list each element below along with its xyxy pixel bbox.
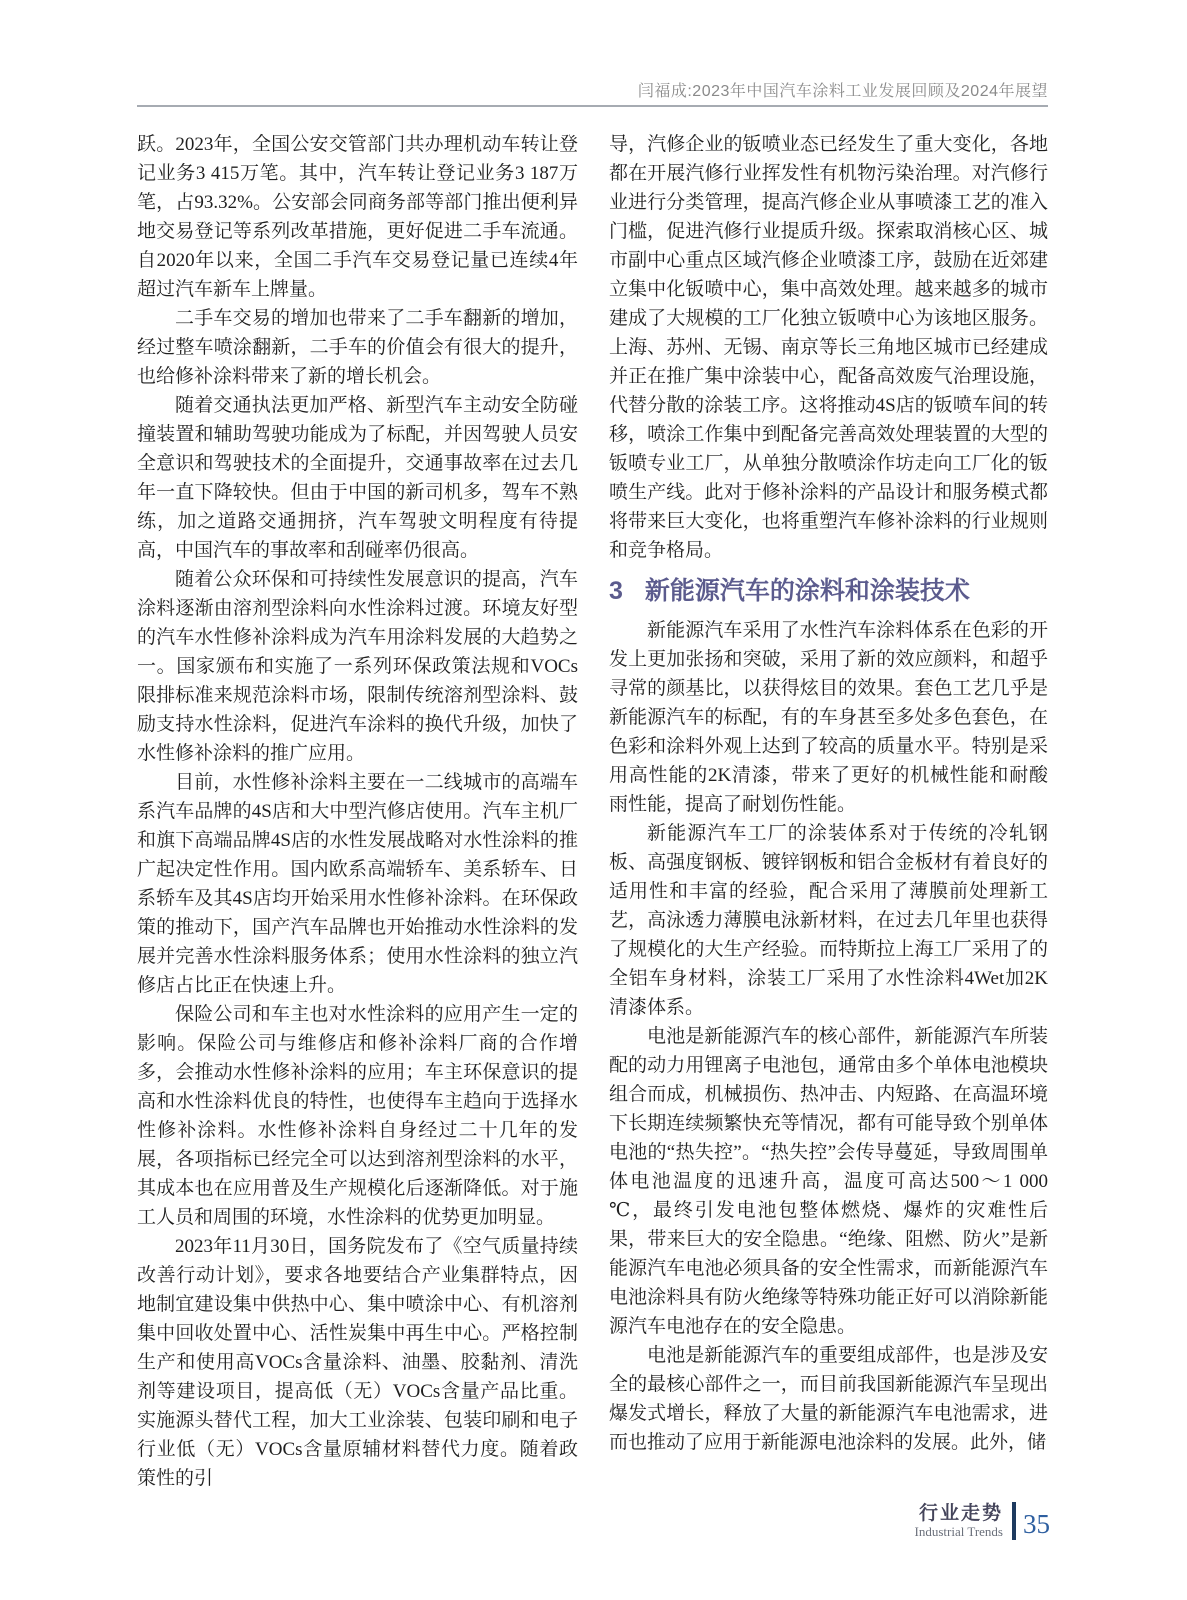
- paragraph: 新能源汽车采用了水性汽车涂料体系在色彩的开发上更加张扬和突破，采用了新的效应颜料，和超乎寻常的颜基比，以获得炫目的效果。套色工艺几乎是新能源汽车的标配，有的车身甚至多处多色套色，在色彩和涂料外观上达到了较高的质量水平。特别是采用高性能的2K清漆，带来了更好的机械性能和耐酸雨性能，提高了耐划伤性能。: [609, 620, 1048, 815]
- paragraph: 二手车交易的增加也带来了二手车翻新的增加，经过整车喷涂翻新，二手车的价值会有很大的提升，也给修补涂料带来了新的增长机会。: [137, 308, 578, 387]
- footer-divider-bar: [1012, 1502, 1016, 1540]
- paragraph: 2023年11月30日，国务院发布了《空气质量持续改善行动计划》，要求各地要结合产业集群特点，因地制宜建设集中供热中心、集中喷涂中心、有机溶剂集中回收处置中心、活性炭集中再生中心。严格控制生产和使用高VOCs含量涂料、油墨、胶黏剂、清洗剂等建设项目，提高低（无）VOCs含量产品比重。实施源头替代工程，加大工业涂装、包装印刷和电子行业低（无）VOCs含量原辅材料替代力度。随着政策性的引: [137, 1236, 578, 1489]
- right-column: [609, 130, 1048, 1493]
- footer-section-label-en: Industrial Trends: [914, 1524, 1003, 1539]
- page-number: 35: [1023, 1508, 1050, 1539]
- footer-section-label-cn: 行业走势: [918, 1503, 1003, 1524]
- paragraph: 电池是新能源汽车的重要组成部件，也是涉及安全的最核心部件之一，而目前我国新能源汽车呈现出爆发式增长，释放了大量的新能源汽车电池需求，进而也推动了应用于新能源电池涂料的发展。此外，储: [609, 1345, 1048, 1453]
- paragraph: 电池是新能源汽车的核心部件，新能源汽车所装配的动力用锂离子电池包，通常由多个单体电池模块组合而成，机械损伤、热冲击、内短路、在高温环境下长期连续频繁快充等情况，都有可能导致个别单体电池的“热失控”。“热失控”会传导蔓延，导致周围单体电池温度的迅速升高，温度可高达500～1 000 ℃，最终引发电池包整体燃烧、爆炸的灾难性后果，带来巨大的安全隐患。“绝缘、阻燃、防火”是新能源汽车电池必须具备的安全性需求，而新能源汽车电池涂料具有防火绝缘等特殊功能正好可以消除新能源汽车电池存在的安全隐患。: [609, 1026, 1048, 1337]
- section-heading: [609, 575, 1048, 607]
- running-title: 闫福成:2023年中国汽车涂料工业发展回顾及2024年展望: [637, 83, 1048, 100]
- page-footer: [915, 1502, 1050, 1540]
- paragraph: 随着公众环保和可持续性发展意识的提高，汽车涂料逐渐由溶剂型涂料向水性涂料过渡。环境友好型的汽车水性修补涂料成为汽车用涂料发展的大趋势之一。国家颁布和实施了一系列环保政策法规和VOCs限排标准来规范涂料市场，限制传统溶剂型涂料、鼓励支持水性涂料，促进汽车涂料的换代升级，加快了水性修补涂料的推广应用。: [137, 569, 578, 764]
- section-title: 新能源汽车的涂料和涂装技术: [644, 577, 970, 605]
- paragraph: 导，汽修企业的钣喷业态已经发生了重大变化，各地都在开展汽修行业挥发性有机物污染治理。对汽修行业进行分类管理，提高汽修企业从事喷漆工艺的准入门槛，促进汽修行业提质升级。探索取消核心区、城市副中心重点区域汽修企业喷漆工序，鼓励在近郊建立集中化钣喷中心，集中高效处理。越来越多的城市建成了大规模的工厂化独立钣喷中心为该地区服务。上海、苏州、无锡、南京等长三角地区城市已经建成并正在推广集中涂装中心，配备高效废气治理设施，代替分散的涂装工序。这将推动4S店的钣喷车间的转移，喷涂工作集中到配备完善高效处理装置的大型的钣喷专业工厂，从单独分散喷涂作坊走向工厂化的钣喷生产线。此对于修补涂料的产品设计和服务模式都将带来巨大变化，也将重塑汽车修补涂料的行业规则和竞争格局。: [609, 134, 1048, 561]
- footer-section-labels: [915, 1503, 1003, 1539]
- paragraph: 目前，水性修补涂料主要在一二线城市的高端车系汽车品牌的4S店和大中型汽修店使用。汽车主机厂和旗下高端品牌4S店的水性发展战略对水性涂料的推广起决定性作用。国内欧系高端轿车、美系轿车、日系轿车及其4S店均开始采用水性修补涂料。在环保政策的推动下，国产汽车品牌也开始推动水性涂料的发展并完善水性涂料服务体系；使用水性涂料的独立汽修店占比正在快速上升。: [137, 772, 578, 996]
- paragraph: 随着交通执法更加严格、新型汽车主动安全防碰撞装置和辅助驾驶功能成为了标配，并因驾驶人员安全意识和驾驶技术的全面提升，交通事故率在过去几年一直下降较快。但由于中国的新司机多，驾车不熟练，加之道路交通拥挤，汽车驾驶文明程度有待提高，中国汽车的事故率和刮碰率仍很高。: [137, 395, 578, 561]
- paragraph: 保险公司和车主也对水性涂料的应用产生一定的影响。保险公司与维修店和修补涂料厂商的合作增多，会推动水性修补涂料的应用；车主环保意识的提高和水性涂料优良的特性，也使得车主趋向于选择水性修补涂料。水性修补涂料自身经过二十几年的发展，各项指标已经完全可以达到溶剂型涂料的水平，其成本也在应用普及生产规模化后逐渐降低。对于施工人员和周围的环境，水性涂料的优势更加明显。: [137, 1004, 578, 1228]
- article-body: [137, 130, 1048, 1493]
- left-column: [137, 130, 578, 1493]
- paragraph: 新能源汽车工厂的涂装体系对于传统的冷轧钢板、高强度钢板、镀锌钢板和铝合金板材有着良好的适用性和丰富的经验，配合采用了薄膜前处理新工艺，高泳透力薄膜电泳新材料，在过去几年里也获得了规模化的大生产经验。而特斯拉上海工厂采用了的全铝车身材料，涂装工厂采用了水性涂料4Wet加2K清漆体系。: [609, 823, 1048, 1018]
- section-number: 3: [609, 577, 623, 605]
- paragraph: 跃。2023年，全国公安交管部门共办理机动车转让登记业务3 415万笔。其中，汽车转让登记业务3 187万笔，占93.32%。公安部会同商务部等部门推出便利异地交易登记等系列改革措施，更好促进二手车流通。自2020年以来，全国二手汽车交易登记量已连续4年超过汽车新车上牌量。: [137, 134, 578, 300]
- header-divider: [137, 105, 1048, 107]
